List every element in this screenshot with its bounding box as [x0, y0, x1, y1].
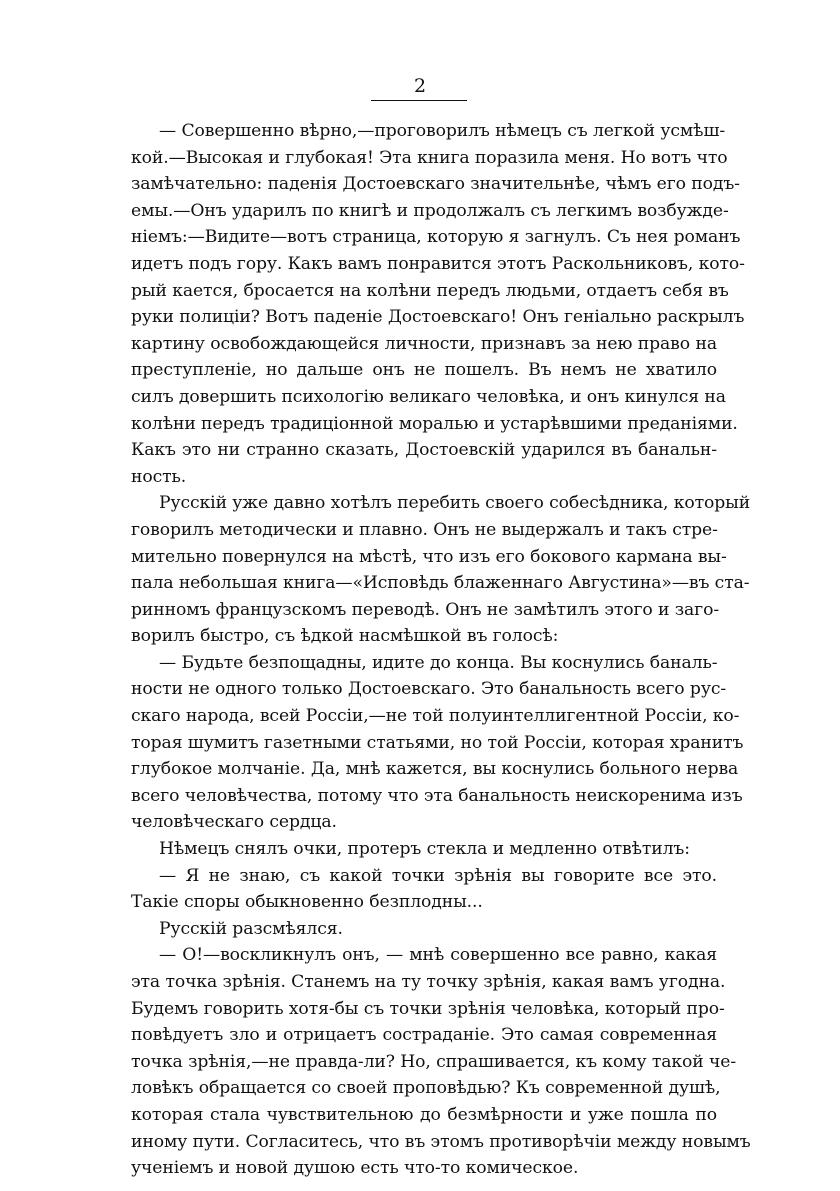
text-line: — Я не знаю, съ какой точки зрѣнія вы говорите все это. — [159, 865, 717, 886]
text-line: повѣдуетъ зло и отрицаетъ состраданіе. Это самая современная — [131, 1025, 717, 1046]
text-line: Будемъ говорить хотя-бы съ точки зрѣнія человѣка, который про- — [131, 998, 725, 1019]
text-line: Такіе споры обыкновенно безплодны... — [131, 892, 483, 913]
paragraph — [131, 650, 744, 836]
text-line: ности не одного только Достоевскаго. Это банальность всего рус- — [131, 679, 727, 700]
text-line: Русскій разсмѣялся. — [159, 918, 343, 939]
text-line: ность. — [131, 466, 187, 487]
text-line: которая стала чувствительною до безмѣрности и уже пошла по — [131, 1104, 717, 1125]
text-line: иному пути. Согласитесь, что въ этомъ противорѣчіи между новымъ — [131, 1131, 751, 1152]
text-line: ученіемъ и новой душою есть что-то комическое. — [131, 1158, 579, 1179]
text-line: пала небольшая книга—«Исповѣдь блаженнаго Августина»—въ ста- — [131, 573, 750, 594]
paragraph — [131, 916, 717, 943]
text-line: мительно повернулся на мѣстѣ, что изъ его бокового кармана вы- — [131, 546, 727, 567]
text-line: скаго народа, всей Россіи,—не той полуинтеллигентной Россіи, ко- — [131, 706, 740, 727]
text-line: Русскій уже давно хотѣлъ перебить своего собесѣдника, который — [159, 493, 751, 514]
text-line: всего человѣчества, потому что эта банальность неискоренима изъ — [131, 785, 743, 806]
page-number: 2 — [413, 75, 427, 97]
header-rule — [371, 100, 467, 101]
text-line: человѣческаго сердца. — [131, 812, 337, 833]
text-line: — Будьте безпощадны, идите до конца. Вы коснулись баналь- — [159, 652, 718, 673]
text-line: картину освобождающейся личности, признавъ за нею право на — [131, 333, 717, 354]
text-line: идетъ подъ гору. Какъ вамъ понравится этотъ Раскольниковъ, кото- — [131, 253, 745, 274]
paragraph — [131, 490, 751, 650]
text-line: — Совершенно вѣрно,—проговорилъ нѣмецъ съ легкой усмѣш- — [159, 121, 726, 141]
text-line: кой.—Высокая и глубокая! Эта книга поразила меня. Но вотъ что — [131, 147, 728, 168]
body-text — [131, 118, 751, 1182]
text-line: говорилъ методически и плавно. Онъ не выдержалъ и такъ стре- — [131, 519, 718, 540]
paragraph — [131, 942, 751, 1181]
text-line: силъ довершить психологію великаго человѣка, и онъ кинулся на — [131, 386, 726, 407]
text-line: эта точка зрѣнія. Станемъ на ту точку зрѣнія, какая вамъ угодна. — [131, 972, 726, 992]
text-line: ворилъ быстро, съ ѣдкой насмѣшкой въ голосѣ: — [131, 626, 559, 647]
text-line: точка зрѣнія,—не правда-ли? Но, спрашивается, къ кому такой че- — [131, 1051, 737, 1072]
text-line: ринномъ французскомъ переводѣ. Онъ не замѣтилъ этого и заго- — [131, 599, 720, 620]
text-line: колѣни передъ традиціонной моралью и устарѣвшими преданіями. — [131, 413, 738, 434]
paragraph — [131, 118, 745, 490]
paragraph — [131, 863, 717, 916]
text-line: рый кается, бросается на колѣни передъ людьми, отдаетъ себя въ — [131, 280, 729, 301]
text-line: — О!—воскликнулъ онъ, — мнѣ совершенно все равно, какая — [159, 945, 717, 966]
paragraph — [131, 836, 717, 863]
text-line: торая шумитъ газетными статьями, но той Россіи, которая хранитъ — [131, 732, 744, 753]
text-line: ловѣкъ обращается со своей проповѣдью? Къ современной душѣ, — [131, 1078, 721, 1099]
text-line: замѣчательно: паденія Достоевскаго значительнѣе, чѣмъ его подъ- — [131, 174, 740, 195]
text-line: ніемъ:—Видите—вотъ страница, которую я загнулъ. Съ нея романъ — [131, 227, 741, 248]
text-line: глубокое молчаніе. Да, мнѣ кажется, вы коснулись больного нерва — [131, 759, 739, 780]
text-line: руки полиціи? Вотъ паденіе Достоевскаго! Онъ геніально раскрылъ — [131, 307, 745, 328]
text-line: емы.—Онъ ударилъ по книгѣ и продолжалъ съ легкимъ возбужде- — [131, 200, 729, 221]
text-line: Какъ это ни странно сказать, Достоевскій ударился въ банальн- — [131, 440, 717, 461]
text-line: преступленіе, но дальше онъ не пошелъ. Въ немъ не хватило — [131, 360, 717, 381]
text-line: Нѣмецъ снялъ очки, протеръ стекла и медленно отвѣтилъ: — [159, 839, 690, 860]
